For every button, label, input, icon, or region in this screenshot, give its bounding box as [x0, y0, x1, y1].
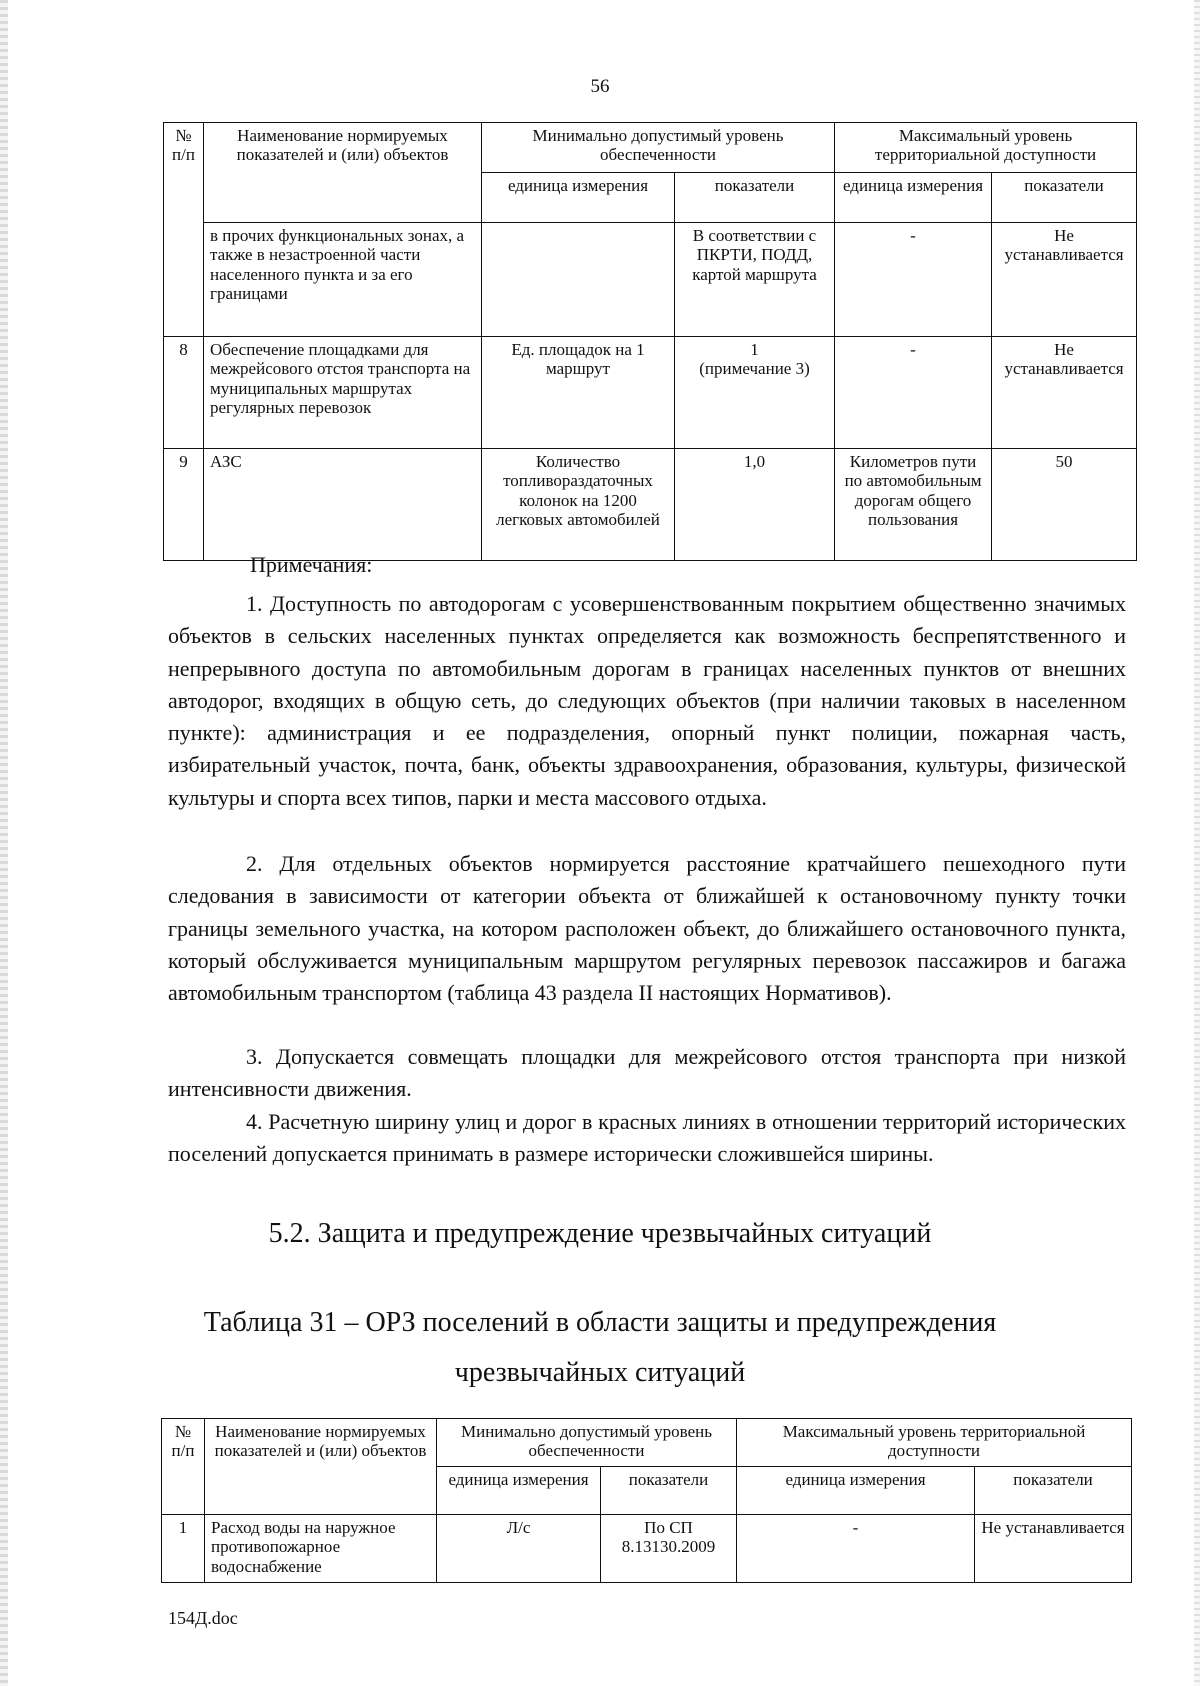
header-max-value: показатели	[975, 1467, 1132, 1515]
note-paragraph: 1. Доступность по автодорогам с усовершенствованным покрытием общественно значимых объектов в сельских населенных пунктах определяется как возможность беспрепятственного и непрерывного доступа по автомобильным дорогам в границах населенных пунктов от внешних автодорог, входящих в общую сеть, до следующих объектов (при наличии таковых в населенном пункте): администрация и ее подразделения, опорный пункт полиции, пожарная часть, избирательный участок, почта, банк, объекты здравоохранения, образования, культуры, физической культуры и спорта всех типов, парки и места массового отдыха.	[168, 591, 1126, 810]
row-max-unit: Километров пути по автомобильным дорогам общего пользования	[835, 449, 992, 561]
row-num: 8	[164, 337, 204, 449]
row-num: 9	[164, 449, 204, 561]
table-row	[164, 449, 1137, 561]
row-min-value-number: 1	[750, 340, 759, 359]
table-title-line: чрезвычайных ситуаций	[454, 1357, 746, 1388]
scan-edge-right	[1194, 0, 1200, 1686]
row-num: 1	[162, 1515, 205, 1583]
header-min-level: Минимально допустимый уровень обеспеченности	[437, 1419, 737, 1467]
table-header-row	[164, 123, 1137, 173]
emergency-standards-table	[161, 1418, 1132, 1583]
page-number: 56	[590, 76, 610, 97]
header-min-unit: единица измерения	[437, 1467, 601, 1515]
row-max-unit: -	[737, 1515, 975, 1583]
header-num: № п/п	[162, 1419, 205, 1515]
row-min-unit: Количество топливораздаточных колонок на 1200 легковых автомобилей	[482, 449, 675, 561]
row-name: Обеспечение площадками для межрейсового отстоя транспорта на муниципальных маршрутах регулярных перевозок	[204, 337, 482, 449]
row-min-unit	[482, 223, 675, 337]
header-min-value: показатели	[601, 1467, 737, 1515]
table-title-line: Таблица 31 – ОРЗ поселений в области защиты и предупреждения	[203, 1307, 997, 1338]
notes-title: Примечания:	[250, 552, 373, 577]
table-title	[0, 1298, 1200, 1398]
header-num: № п/п	[164, 123, 204, 223]
header-min-unit: единица измерения	[482, 173, 675, 223]
row-max-value: Не устанавливается	[975, 1515, 1132, 1583]
note-paragraph: 3. Допускается совмещать площадки для межрейсового отстоя транспорта при низкой интенсивности движения.	[168, 1044, 1126, 1102]
section-heading: 5.2. Защита и предупреждение чрезвычайных ситуаций	[268, 1218, 932, 1249]
header-max-value: показатели	[992, 173, 1137, 223]
note-paragraph: 2. Для отдельных объектов нормируется расстояние кратчайшего пешеходного пути следования в зависимости от категории объекта от ближайшей к остановочному пункту точки границы земельного участка, на котором расположен объект, до ближайшего остановочного пункта, который обслуживается муниципальным маршрутом регулярных перевозок пассажиров и багажа автомобильным транспортом (таблица 43 раздела II настоящих Нормативов).	[168, 851, 1126, 1006]
row-min-unit: Ед. площадок на 1 маршрут	[482, 337, 675, 449]
row-min-value: 1,0	[675, 449, 835, 561]
header-min-value: показатели	[675, 173, 835, 223]
scan-edge-left	[0, 0, 8, 1686]
row-min-value	[675, 337, 835, 449]
row-num	[164, 223, 204, 337]
row-max-unit: -	[835, 223, 992, 337]
row-min-value-note: (примечание 3)	[699, 359, 810, 379]
row-min-unit: Л/с	[437, 1515, 601, 1583]
note-paragraph: 4. Расчетную ширину улиц и дорог в красных линиях в отношении территорий исторических поселений допускается принимать в размере исторически сложившейся ширины.	[168, 1109, 1126, 1167]
transport-standards-table	[163, 122, 1137, 561]
row-min-value: В соответствии с ПКРТИ, ПОДД, картой маршрута	[675, 223, 835, 337]
row-name: в прочих функциональных зонах, а также в незастроенной части населенного пункта и за его границами	[204, 223, 482, 337]
header-max-level: Максимальный уровень территориальной доступности	[737, 1419, 1132, 1467]
row-max-value: Не устанавливается	[992, 337, 1137, 449]
table-row	[164, 337, 1137, 449]
header-name: Наименование нормируемых показателей и (или) объектов	[204, 123, 482, 223]
header-max-level: Максимальный уровень территориальной доступности	[835, 123, 1137, 173]
row-max-value: Не устанавливается	[992, 223, 1137, 337]
header-max-unit: единица измерения	[835, 173, 992, 223]
row-min-value: По СП 8.13130.2009	[601, 1515, 737, 1583]
header-min-level: Минимально допустимый уровень обеспеченности	[482, 123, 835, 173]
table-row	[164, 223, 1137, 337]
row-max-unit: -	[835, 337, 992, 449]
row-name: АЗС	[204, 449, 482, 561]
table-row	[162, 1515, 1132, 1583]
table-header-row	[162, 1419, 1132, 1467]
header-max-unit: единица измерения	[737, 1467, 975, 1515]
header-name: Наименование нормируемых показателей и (или) объектов	[205, 1419, 437, 1515]
row-max-value: 50	[992, 449, 1137, 561]
row-name: Расход воды на наружное противопожарное водоснабжение	[205, 1515, 437, 1583]
document-filename: 154Д.doc	[168, 1608, 238, 1628]
